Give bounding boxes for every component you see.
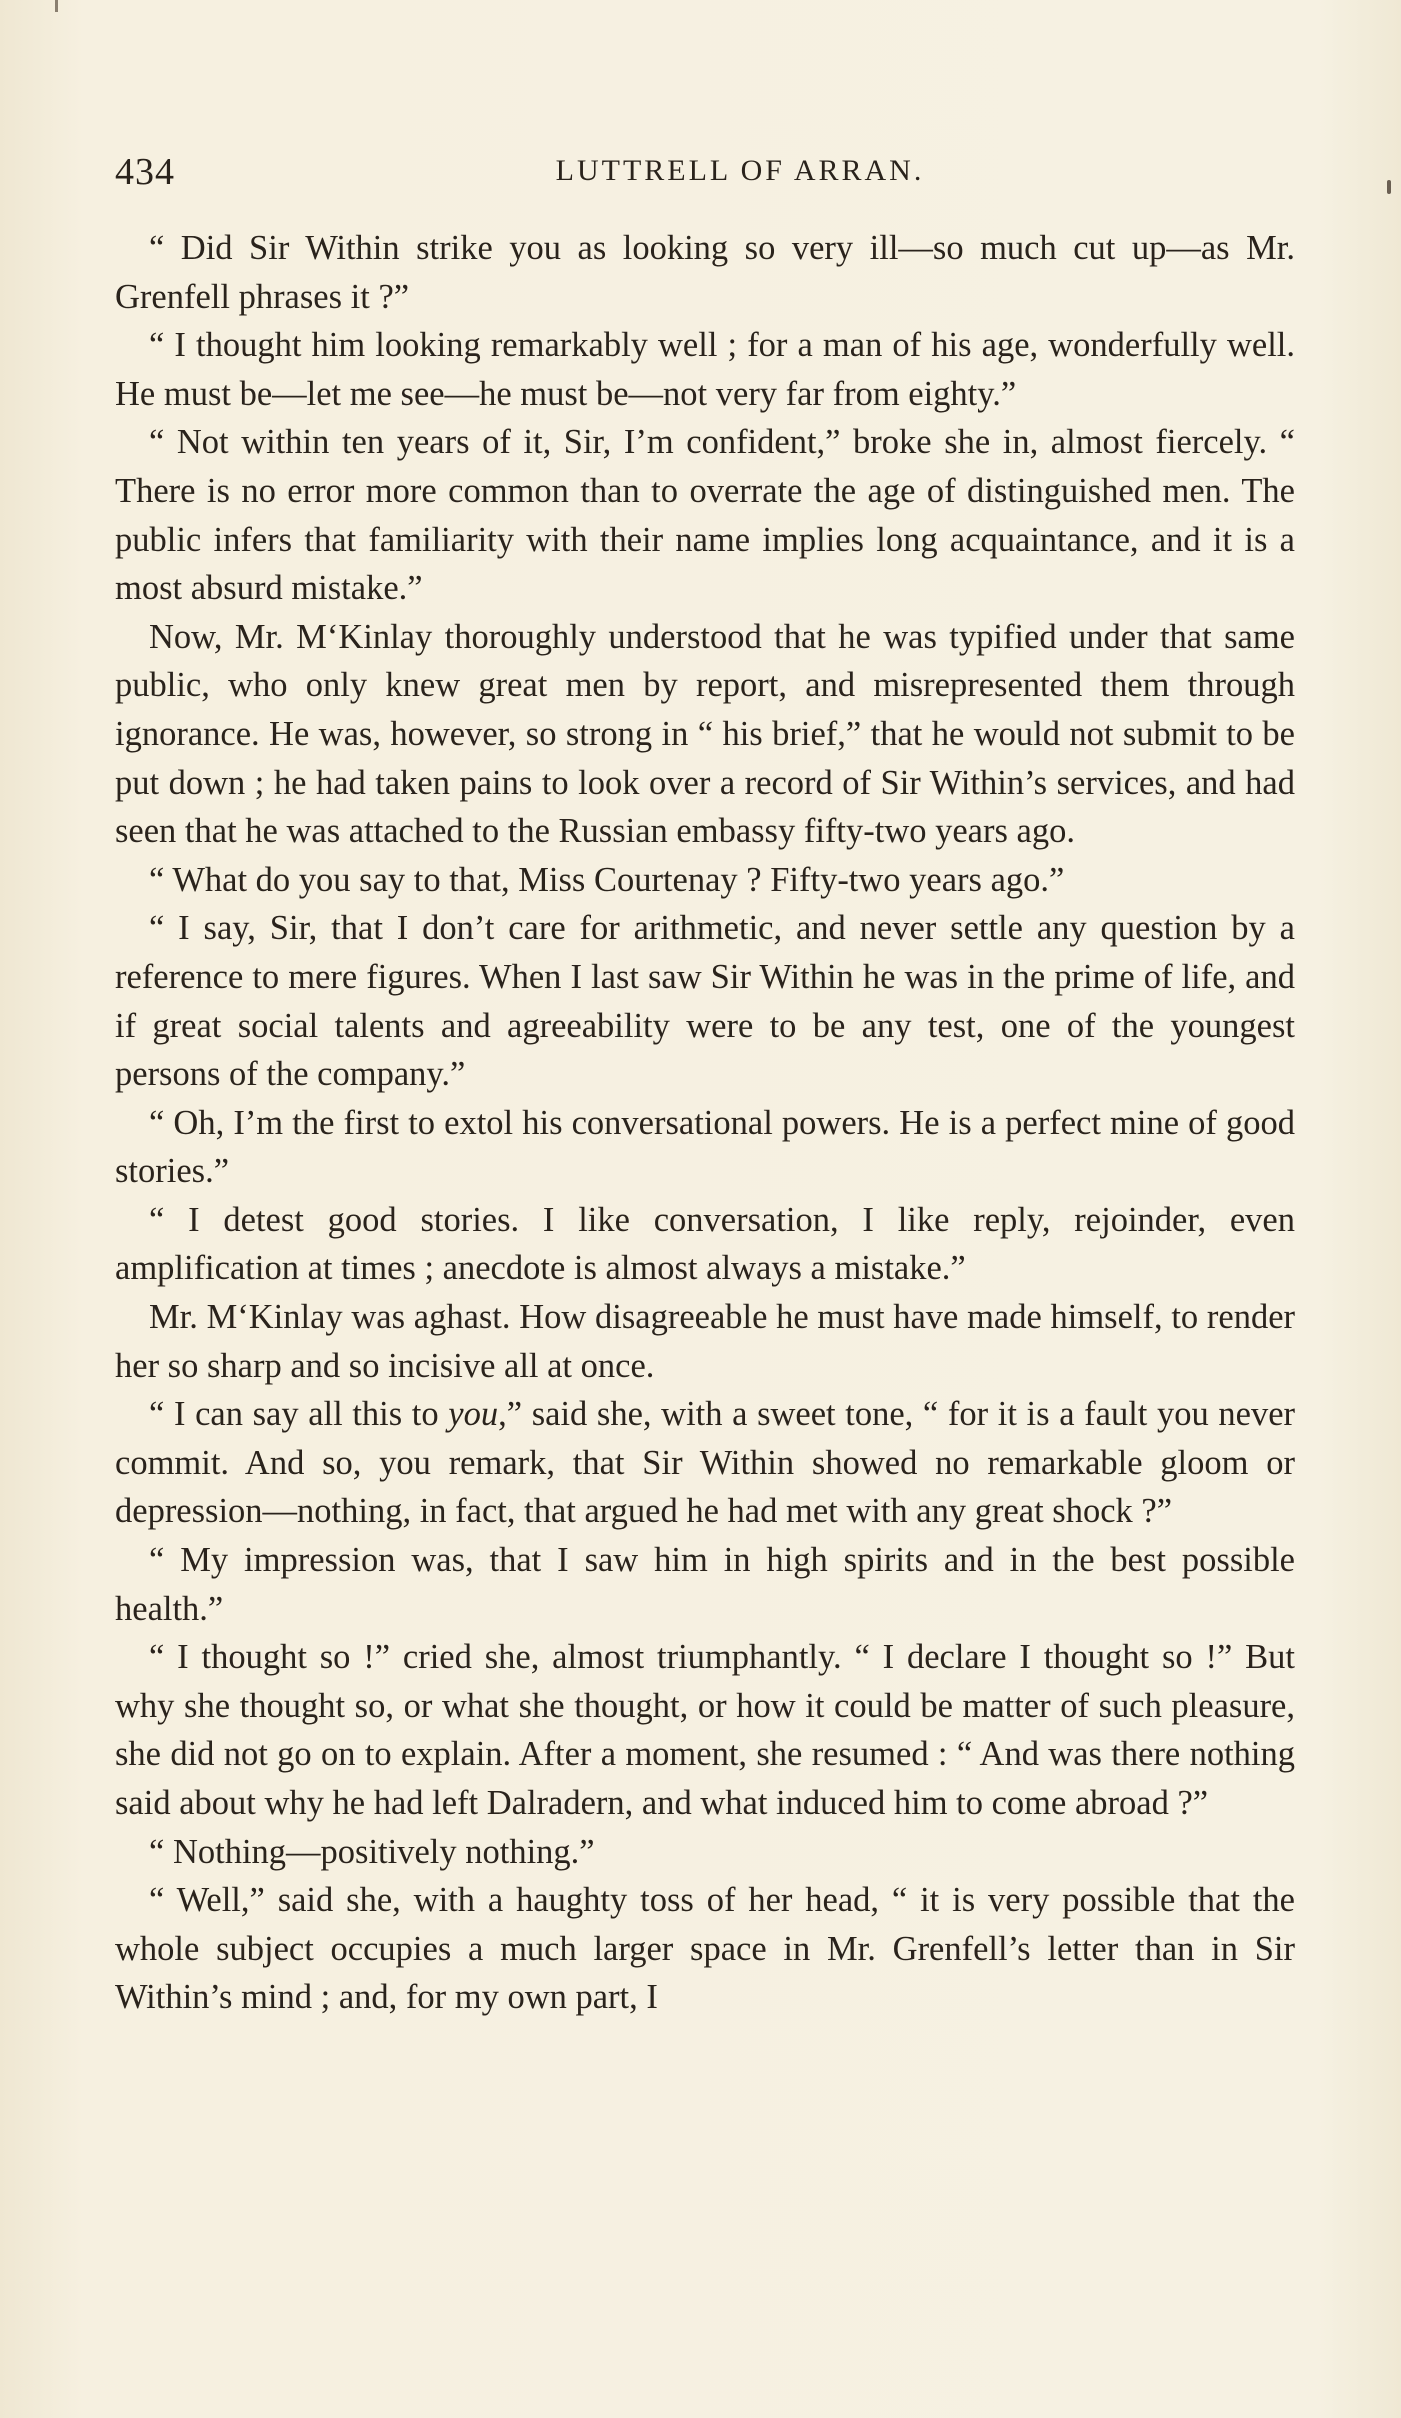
paragraph: “ Not within ten years of it, Sir, I’m confident,” broke she in, almost fiercely. “ There is no error more common than to overrate the age of distinguished men. The public infers that familiarity with their name implies long acquaintance, and it is a most absurd mistake.” <box>115 423 1295 608</box>
emphasis: you <box>448 1395 499 1434</box>
paragraph: “ I thought him looking remarkably well ; for a man of his age, wonderfully well. He must be—let me see—he must be—not very far from eighty.” <box>115 326 1295 413</box>
paragraph <box>115 1390 1295 1536</box>
print-mark <box>55 0 58 12</box>
paragraph-text: “ I can say all this to <box>149 1395 449 1434</box>
paragraph: “ I say, Sir, that I don’t care for arithmetic, and never settle any question by a reference to mere figures. When I last saw Sir Within he was in the prime of life, and if great social talents and agreeability were to be any test, one of the youngest persons of the company.” <box>115 909 1295 1094</box>
paragraph: “ Did Sir Within strike you as looking so very ill—so much cut up—as Mr. Grenfell phrases it ?” <box>115 229 1295 316</box>
paragraph: Now, Mr. M‘Kinlay thoroughly understood that he was typified under that same public, who only knew great men by report, and misrepresented them through ignorance. He was, however, so strong in “ his brief,” that he would not submit to be put down ; he had taken pains to look over a record of Sir Within’s services, and had seen that he was attached to the Russian embassy fifty-two years ago. <box>115 617 1295 851</box>
paragraph: “ Well,” said she, with a haughty toss of her head, “ it is very possible that the whole subject occupies a much larger space in Mr. Grenfell’s letter than in Sir Within’s mind ; and, for my own part, I <box>115 1881 1295 2017</box>
paragraph: “ What do you say to that, Miss Courtenay ? Fifty-two years ago.” <box>149 860 1065 899</box>
margin-mark <box>1387 180 1391 194</box>
paragraph: “ I detest good stories. I like conversation, I like reply, rejoinder, even amplification at times ; anecdote is almost always a mistake.” <box>115 1200 1295 1288</box>
paragraph: “ I thought so !” cried she, almost triumphantly. “ I declare I thought so !” But why she thought so, or what she thought, or how it could be matter of such pleasure, she did not go on to explain. After a moment, she resumed : “ And was there nothing said about why he had left Dalradern, and what induced him to come abroad ?” <box>115 1638 1295 1822</box>
page-number: 434 <box>115 151 175 193</box>
paragraph: “ Nothing—positively nothing.” <box>149 1832 595 1871</box>
body-text <box>115 224 1295 2022</box>
paragraph-text: ,” said she, with a sweet tone, “ for it is a fault you never commit. And so, you remark, that Sir Within showed no remarkable gloom or depression—nothing, in fact, that argued he had met with any great shock ?” <box>115 1395 1296 1531</box>
paragraph: “ Oh, I’m the first to extol his conversational powers. He is a perfect mine of good stories.” <box>115 1103 1295 1191</box>
running-title: LUTTRELL OF ARRAN. <box>555 154 925 187</box>
paragraph: “ My impression was, that I saw him in high spirits and in the best possible health.” <box>115 1541 1295 1628</box>
paragraph: Mr. M‘Kinlay was aghast. How disagreeable he must have made himself, to render her so sharp and so incisive all at once. <box>115 1298 1295 1385</box>
page-header <box>115 150 1295 210</box>
